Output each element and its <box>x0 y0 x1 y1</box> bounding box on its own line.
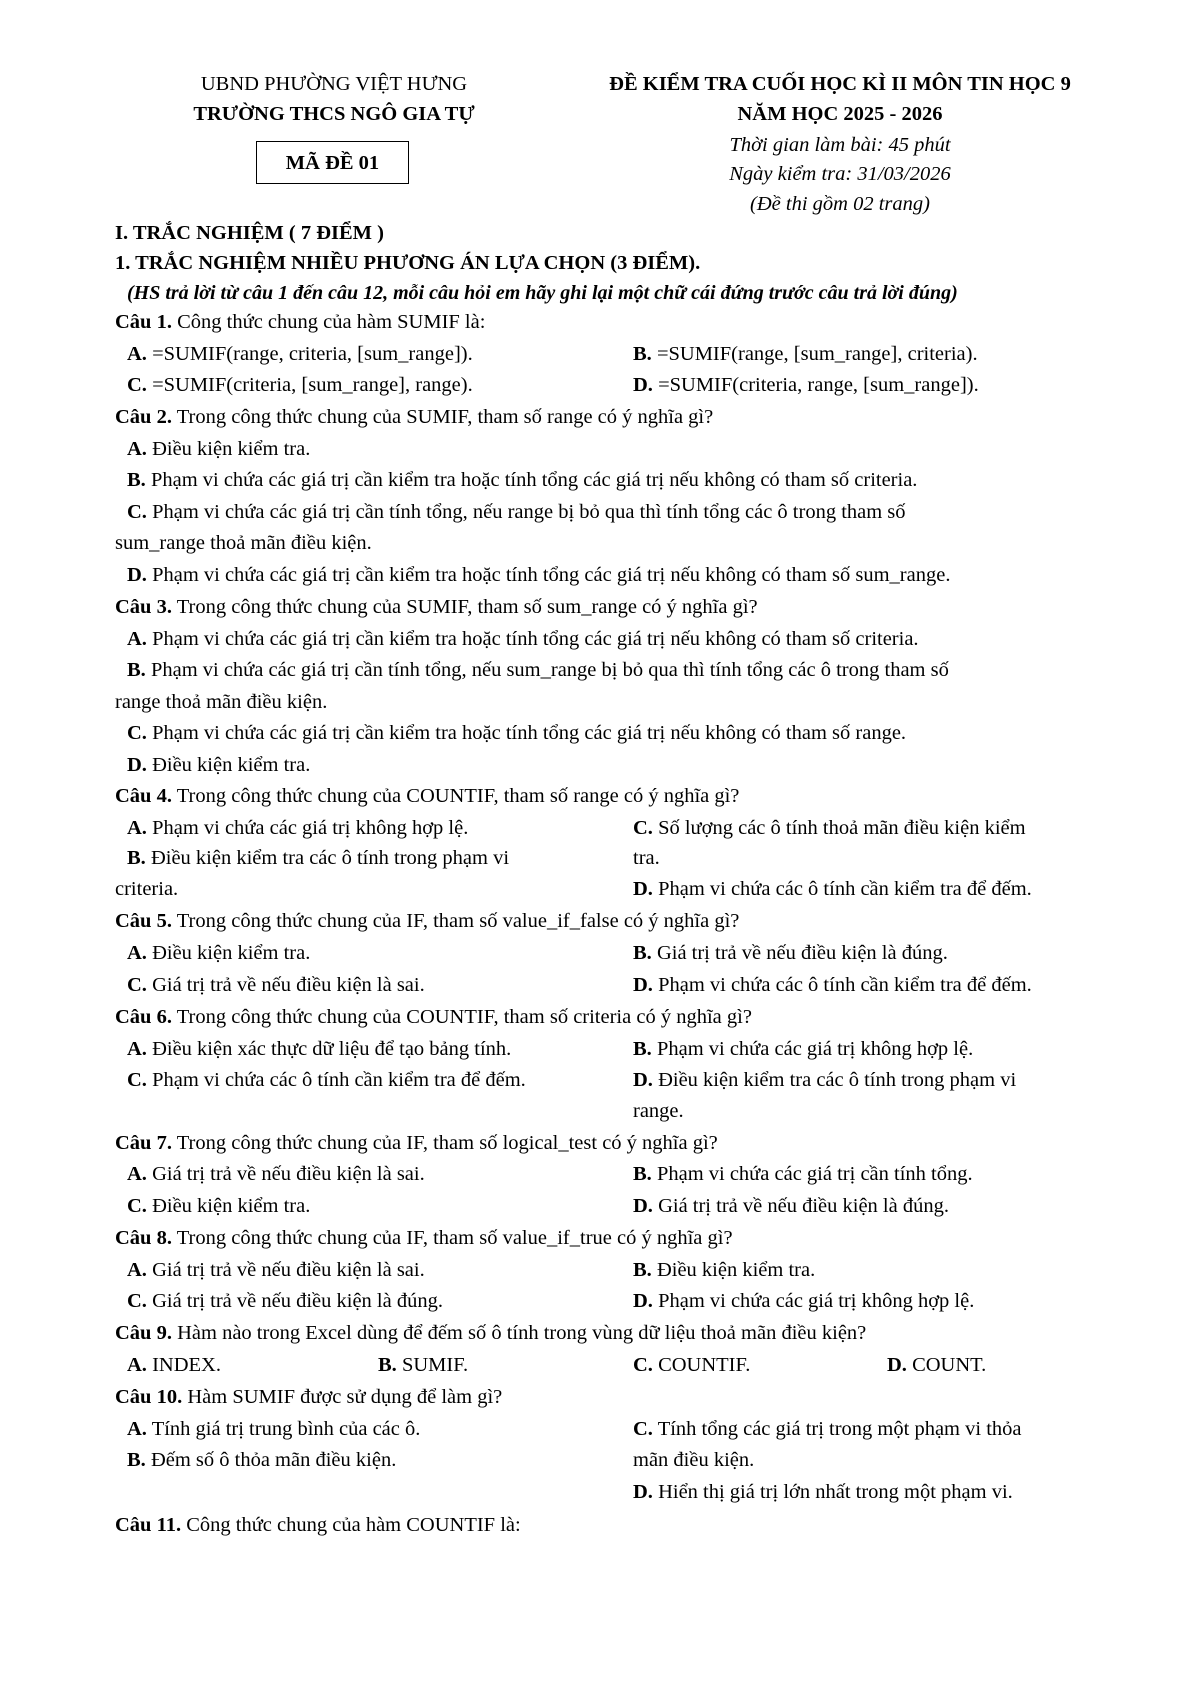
option-text: Điều kiện kiểm tra. <box>146 438 311 460</box>
option-3-d <box>127 755 310 776</box>
option-9-a <box>127 1355 221 1376</box>
option-text: Đếm số ô thỏa mãn điều kiện. <box>145 1449 397 1471</box>
option-letter: B. <box>633 942 652 964</box>
question-label: Câu 7. <box>115 1132 172 1154</box>
option-2-c <box>127 502 906 523</box>
option-10-d <box>633 1482 1013 1503</box>
option-letter: B. <box>127 847 146 869</box>
option-5-b <box>633 943 948 964</box>
question-label: Câu 5. <box>115 910 172 932</box>
question-9 <box>115 1323 866 1344</box>
option-text: Giá trị trả về nếu điều kiện là sai. <box>146 1163 425 1185</box>
option-text: Phạm vi chứa các giá trị cần tính tổng. <box>651 1163 973 1185</box>
option-continuation: range. <box>633 1100 684 1122</box>
option-text: Phạm vi chứa các giá trị cần tính tổng, nếu range bị bỏ qua thì tính tổng các ô trong tham số <box>146 501 906 523</box>
option-8-a <box>127 1260 425 1281</box>
option-letter: C. <box>127 1069 147 1091</box>
option-4-b <box>127 848 509 869</box>
option-letter: B. <box>633 1259 652 1281</box>
school-year: NĂM HỌC 2025 - 2026 <box>737 103 943 125</box>
question-text: Trong công thức chung của COUNTIF, tham số range có ý nghĩa gì? <box>171 785 740 807</box>
option-1-c <box>127 375 473 396</box>
option-text: =SUMIF(range, criteria, [sum_range]). <box>146 343 473 365</box>
option-letter: B. <box>378 1354 397 1376</box>
question-1 <box>115 312 485 333</box>
question-label: Câu 2. <box>115 406 172 428</box>
option-letter: B. <box>633 1163 652 1185</box>
exam-date: Ngày kiểm tra: 31/03/2026 <box>729 163 951 185</box>
section-instruction: (HS trả lời từ câu 1 đến câu 12, mỗi câu hỏi em hãy ghi lại một chữ cái đứng trước câu trả lời đúng) <box>127 282 958 304</box>
option-letter: A. <box>127 438 147 460</box>
option-text: Phạm vi chứa các giá trị cần kiểm tra hoặc tính tổng các giá trị nếu không có tham số sum_range. <box>146 564 951 586</box>
question-text: Hàm nào trong Excel dùng để đếm số ô tính trong vùng dữ liệu thoả mãn điều kiện? <box>171 1322 867 1344</box>
option-continuation: range thoả mãn điều kiện. <box>115 691 328 713</box>
option-letter: A. <box>127 942 147 964</box>
option-4-c <box>633 818 1026 839</box>
question-6 <box>115 1007 752 1028</box>
question-7 <box>115 1133 718 1154</box>
option-text: =SUMIF(criteria, [sum_range], range). <box>146 374 473 396</box>
option-10-c <box>633 1419 1022 1440</box>
option-3-a <box>127 629 919 650</box>
option-text: Hiển thị giá trị lớn nhất trong một phạm vi. <box>652 1481 1013 1503</box>
option-text: Điều kiện xác thực dữ liệu để tạo bảng tính. <box>146 1038 512 1060</box>
question-text: Hàm SUMIF được sử dụng để làm gì? <box>182 1386 503 1408</box>
option-8-b <box>633 1260 815 1281</box>
question-3 <box>115 597 758 618</box>
section-title: I. TRẮC NGHIỆM ( 7 ĐIỂM ) <box>115 222 384 244</box>
option-2-a <box>127 439 310 460</box>
option-text: Phạm vi chứa các ô tính cần kiểm tra để đếm. <box>652 974 1032 996</box>
option-7-a <box>127 1164 425 1185</box>
option-text: =SUMIF(range, [sum_range], criteria). <box>651 343 978 365</box>
option-letter: C. <box>127 722 147 744</box>
question-text: Trong công thức chung của IF, tham số value_if_true có ý nghĩa gì? <box>171 1227 733 1249</box>
question-label: Câu 11. <box>115 1514 182 1536</box>
option-text: Phạm vi chứa các giá trị cần kiểm tra hoặc tính tổng các giá trị nếu không có tham số criteria. <box>146 628 919 650</box>
question-label: Câu 8. <box>115 1227 172 1249</box>
exam-code-box <box>256 141 409 184</box>
option-text: Phạm vi chứa các giá trị cần kiểm tra hoặc tính tổng các giá trị nếu không có tham số criteria. <box>145 469 918 491</box>
option-letter: B. <box>633 1038 652 1060</box>
option-4-d <box>633 879 1032 900</box>
exam-title: ĐỀ KIỂM TRA CUỐI HỌC KÌ II MÔN TIN HỌC 9 <box>609 73 1071 95</box>
option-4-a <box>127 818 468 839</box>
option-letter: D. <box>127 754 147 776</box>
option-text: Điều kiện kiểm tra các ô tính trong phạm vi <box>652 1069 1017 1091</box>
option-letter: D. <box>633 1195 653 1217</box>
ward-name: UBND PHƯỜNG VIỆT HƯNG <box>200 73 468 95</box>
option-7-c <box>127 1196 310 1217</box>
question-label: Câu 4. <box>115 785 172 807</box>
section-subtitle: 1. TRẮC NGHIỆM NHIỀU PHƯƠNG ÁN LỰA CHỌN (3 ĐIỂM). <box>115 252 701 274</box>
option-continuation: tra. <box>633 847 660 869</box>
option-text: Giá trị trả về nếu điều kiện là sai. <box>146 1259 425 1281</box>
option-letter: D. <box>633 878 653 900</box>
option-letter: A. <box>127 1418 147 1440</box>
option-text: SUMIF. <box>396 1354 469 1376</box>
option-text: Điều kiện kiểm tra. <box>146 942 311 964</box>
option-letter: C. <box>127 974 147 996</box>
question-label: Câu 9. <box>115 1322 172 1344</box>
option-3-c <box>127 723 906 744</box>
option-letter: D. <box>633 1069 653 1091</box>
option-9-d <box>887 1355 986 1376</box>
option-letter: A. <box>127 817 147 839</box>
option-1-b <box>633 344 978 365</box>
option-1-d <box>633 375 979 396</box>
option-text: Phạm vi chứa các giá trị không hợp lệ. <box>652 1290 975 1312</box>
option-letter: A. <box>127 1354 147 1376</box>
option-text: Tính tổng các giá trị trong một phạm vi thỏa <box>652 1418 1022 1440</box>
exam-code: MÃ ĐỀ 01 <box>285 152 380 174</box>
option-text: Phạm vi chứa các giá trị cần tính tổng, nếu sum_range bị bỏ qua thì tính tổng các ô trong tham số <box>145 659 949 681</box>
option-letter: C. <box>633 817 653 839</box>
exam-duration: Thời gian làm bài: 45 phút <box>729 134 951 156</box>
option-text: COUNT. <box>906 1354 987 1376</box>
option-5-c <box>127 975 425 996</box>
question-text: Trong công thức chung của COUNTIF, tham số criteria có ý nghĩa gì? <box>171 1006 752 1028</box>
option-text: Điều kiện kiểm tra. <box>146 1195 311 1217</box>
option-letter: D. <box>633 374 653 396</box>
option-text: Giá trị trả về nếu điều kiện là đúng. <box>146 1290 443 1312</box>
option-text: Giá trị trả về nếu điều kiện là sai. <box>146 974 425 996</box>
option-text: Điều kiện kiểm tra. <box>651 1259 816 1281</box>
option-text: COUNTIF. <box>652 1354 751 1376</box>
option-6-d <box>633 1070 1016 1091</box>
option-2-d <box>127 565 950 586</box>
option-text: Phạm vi chứa các giá trị không hợp lệ. <box>651 1038 974 1060</box>
option-letter: C. <box>127 1195 147 1217</box>
option-text: Phạm vi chứa các giá trị cần kiểm tra hoặc tính tổng các giá trị nếu không có tham số range. <box>146 722 907 744</box>
option-text: Phạm vi chứa các ô tính cần kiểm tra để đếm. <box>146 1069 526 1091</box>
option-letter: C. <box>633 1354 653 1376</box>
option-letter: C. <box>127 374 147 396</box>
question-text: Công thức chung của hàm SUMIF là: <box>171 311 486 333</box>
option-9-b <box>378 1355 468 1376</box>
question-8 <box>115 1228 733 1249</box>
question-10 <box>115 1387 502 1408</box>
option-7-d <box>633 1196 949 1217</box>
question-2 <box>115 407 713 428</box>
option-text: INDEX. <box>146 1354 221 1376</box>
option-2-b <box>127 470 917 491</box>
option-letter: B. <box>127 1449 146 1471</box>
option-continuation: mãn điều kiện. <box>633 1449 755 1471</box>
option-text: Phạm vi chứa các giá trị không hợp lệ. <box>146 817 469 839</box>
option-continuation: sum_range thoả mãn điều kiện. <box>115 532 372 554</box>
option-letter: D. <box>127 564 147 586</box>
option-letter: A. <box>127 1163 147 1185</box>
option-letter: D. <box>633 974 653 996</box>
option-1-a <box>127 344 473 365</box>
option-10-a <box>127 1419 420 1440</box>
option-continuation: criteria. <box>115 878 179 900</box>
question-text: Công thức chung của hàm COUNTIF là: <box>181 1514 521 1536</box>
option-text: Điều kiện kiểm tra. <box>146 754 311 776</box>
option-letter: B. <box>127 469 146 491</box>
question-11 <box>115 1515 521 1536</box>
question-text: Trong công thức chung của IF, tham số value_if_false có ý nghĩa gì? <box>171 910 740 932</box>
option-letter: A. <box>127 1259 147 1281</box>
option-text: Điều kiện kiểm tra các ô tính trong phạm vi <box>145 847 510 869</box>
question-label: Câu 1. <box>115 311 172 333</box>
option-letter: A. <box>127 628 147 650</box>
option-5-d <box>633 975 1032 996</box>
option-letter: C. <box>633 1418 653 1440</box>
question-text: Trong công thức chung của SUMIF, tham số range có ý nghĩa gì? <box>171 406 714 428</box>
school-name: TRƯỜNG THCS NGÔ GIA TỰ <box>193 103 475 125</box>
option-letter: D. <box>633 1481 653 1503</box>
option-9-c <box>633 1355 750 1376</box>
question-4 <box>115 786 739 807</box>
option-text: Giá trị trả về nếu điều kiện là đúng. <box>651 942 948 964</box>
option-letter: D. <box>887 1354 907 1376</box>
option-10-b <box>127 1450 396 1471</box>
option-8-d <box>633 1291 974 1312</box>
option-6-a <box>127 1039 511 1060</box>
option-6-b <box>633 1039 973 1060</box>
option-8-c <box>127 1291 443 1312</box>
option-6-c <box>127 1070 526 1091</box>
option-letter: C. <box>127 501 147 523</box>
option-letter: A. <box>127 343 147 365</box>
option-text: =SUMIF(criteria, range, [sum_range]). <box>652 374 979 396</box>
option-text: Số lượng các ô tính thoả mãn điều kiện kiểm <box>652 817 1026 839</box>
question-label: Câu 6. <box>115 1006 172 1028</box>
option-letter: B. <box>127 659 146 681</box>
option-letter: B. <box>633 343 652 365</box>
option-3-b <box>127 660 949 681</box>
option-letter: A. <box>127 1038 147 1060</box>
question-text: Trong công thức chung của SUMIF, tham số sum_range có ý nghĩa gì? <box>171 596 758 618</box>
question-text: Trong công thức chung của IF, tham số logical_test có ý nghĩa gì? <box>171 1132 718 1154</box>
option-letter: C. <box>127 1290 147 1312</box>
option-text: Phạm vi chứa các ô tính cần kiểm tra để đếm. <box>652 878 1032 900</box>
option-5-a <box>127 943 310 964</box>
pages-note: (Đề thi gồm 02 trang) <box>750 193 930 215</box>
question-label: Câu 10. <box>115 1386 183 1408</box>
option-letter: D. <box>633 1290 653 1312</box>
option-7-b <box>633 1164 973 1185</box>
question-5 <box>115 911 739 932</box>
question-label: Câu 3. <box>115 596 172 618</box>
option-text: Tính giá trị trung bình của các ô. <box>146 1418 421 1440</box>
option-text: Giá trị trả về nếu điều kiện là đúng. <box>652 1195 949 1217</box>
